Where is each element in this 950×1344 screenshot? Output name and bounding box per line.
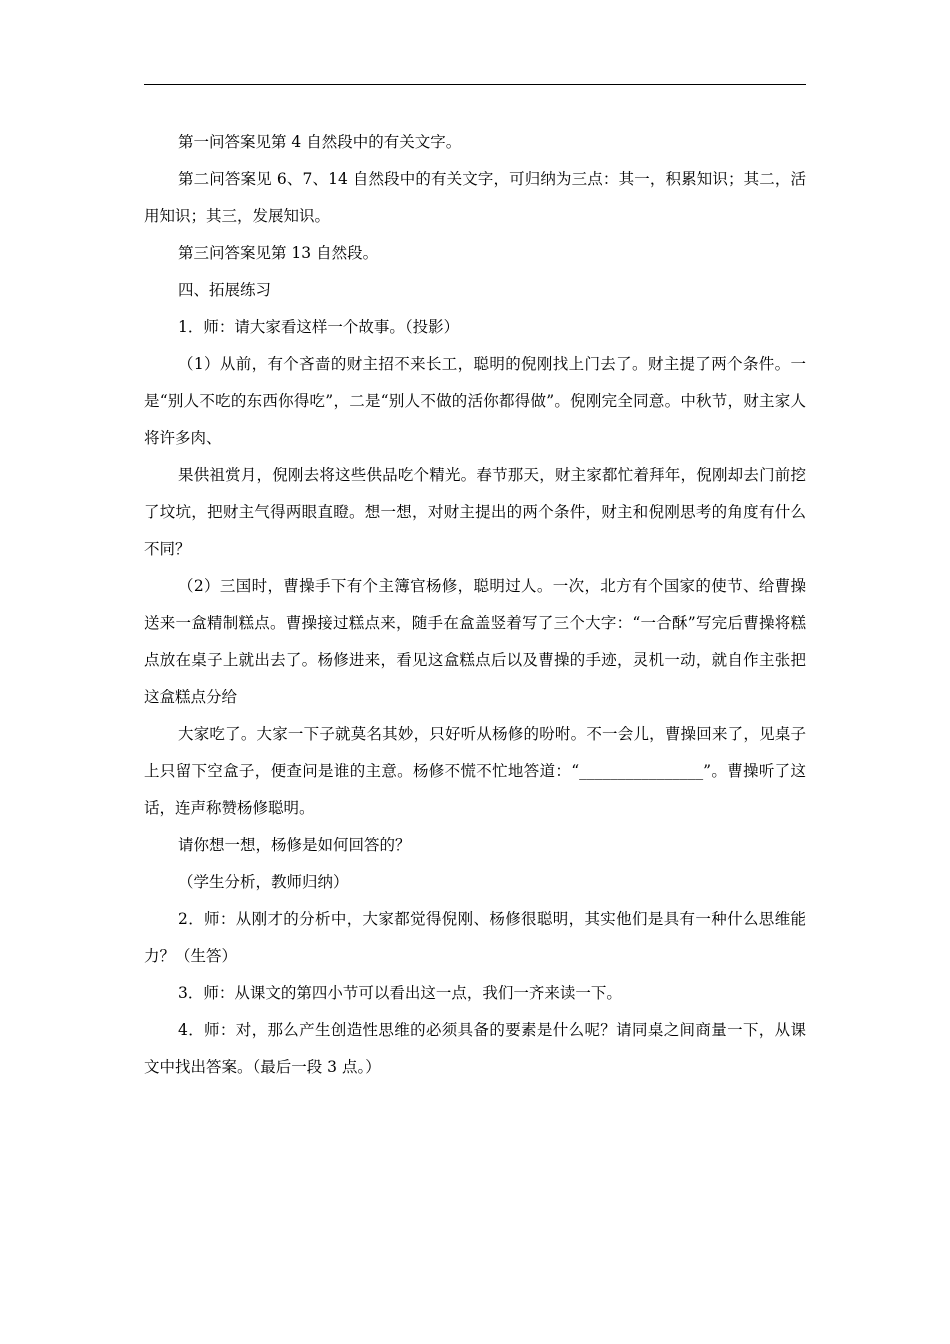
paragraph-story-1: （1）从前，有个吝啬的财主招不来长工，聪明的倪刚找上门去了。财主提了两个条件。一是“别人不吃的东西你得吃”，二是“别人不做的活你都得做”。倪刚完全同意。中秋节，财主家人将许多肉、 [144,355,806,447]
paragraph-step-3: 3．师：从课文的第四小节可以看出这一点，我们一齐来读一下。 [178,984,622,1002]
section-heading-extension: 四、拓展练习 [178,281,272,299]
paragraph-step-4: 4．师：对，那么产生创造性思维的必须具备的要素是什么呢？请同桌之间商量一下，从课文中找出答案。（最后一段 3 点。） [144,1021,806,1076]
paragraph-story-1-cont: 果供祖赏月，倪刚去将这些供品吃个精光。春节那天，财主家都忙着拜年，倪刚却去门前挖了坟坑，把财主气得两眼直瞪。想一想，对财主提出的两个条件，财主和倪刚思考的角度有什么不同？ [144,466,806,558]
header-rule [144,84,806,85]
paragraph-story-2: （2）三国时，曹操手下有个主簿官杨修，聪明过人。一次，北方有个国家的使节、给曹操送来一盒精制糕点。曹操接过糕点来，随手在盒盖竖着写了三个大字：“一合酥”写完后曹操将糕点放在桌子上就出去了。杨修进来，看见这盒糕点后以及曹操的手迹，灵机一动，就自作主张把这盒糕点分给 [144,577,806,706]
paragraph-note: （学生分析，教师归纳） [178,873,349,891]
paragraph-answer-2: 第二问答案见 6、7、14 自然段中的有关文字，可归纳为三点：其一，积累知识；其二，活用知识；其三，发展知识。 [144,170,806,225]
paragraph-story-2-cont: 大家吃了。大家一下子就莫名其妙，只好听从杨修的吩咐。不一会儿，曹操回来了，见桌子上只留下空盒子，便查问是谁的主意。杨修不慌不忙地答道：“________________”。曹操听了这话，连声称赞杨修聪明。 [144,725,806,817]
paragraph-step-1: 1．师：请大家看这样一个故事。（投影） [178,318,460,336]
paragraph-answer-1: 第一问答案见第 4 自然段中的有关文字。 [178,133,462,151]
document-body [144,124,806,1086]
paragraph-question: 请你想一想，杨修是如何回答的？ [178,836,411,854]
paragraph-answer-3: 第三问答案见第 13 自然段。 [178,244,379,262]
paragraph-step-2: 2．师：从刚才的分析中，大家都觉得倪刚、杨修很聪明，其实他们是具有一种什么思维能力？（生答） [144,910,806,965]
